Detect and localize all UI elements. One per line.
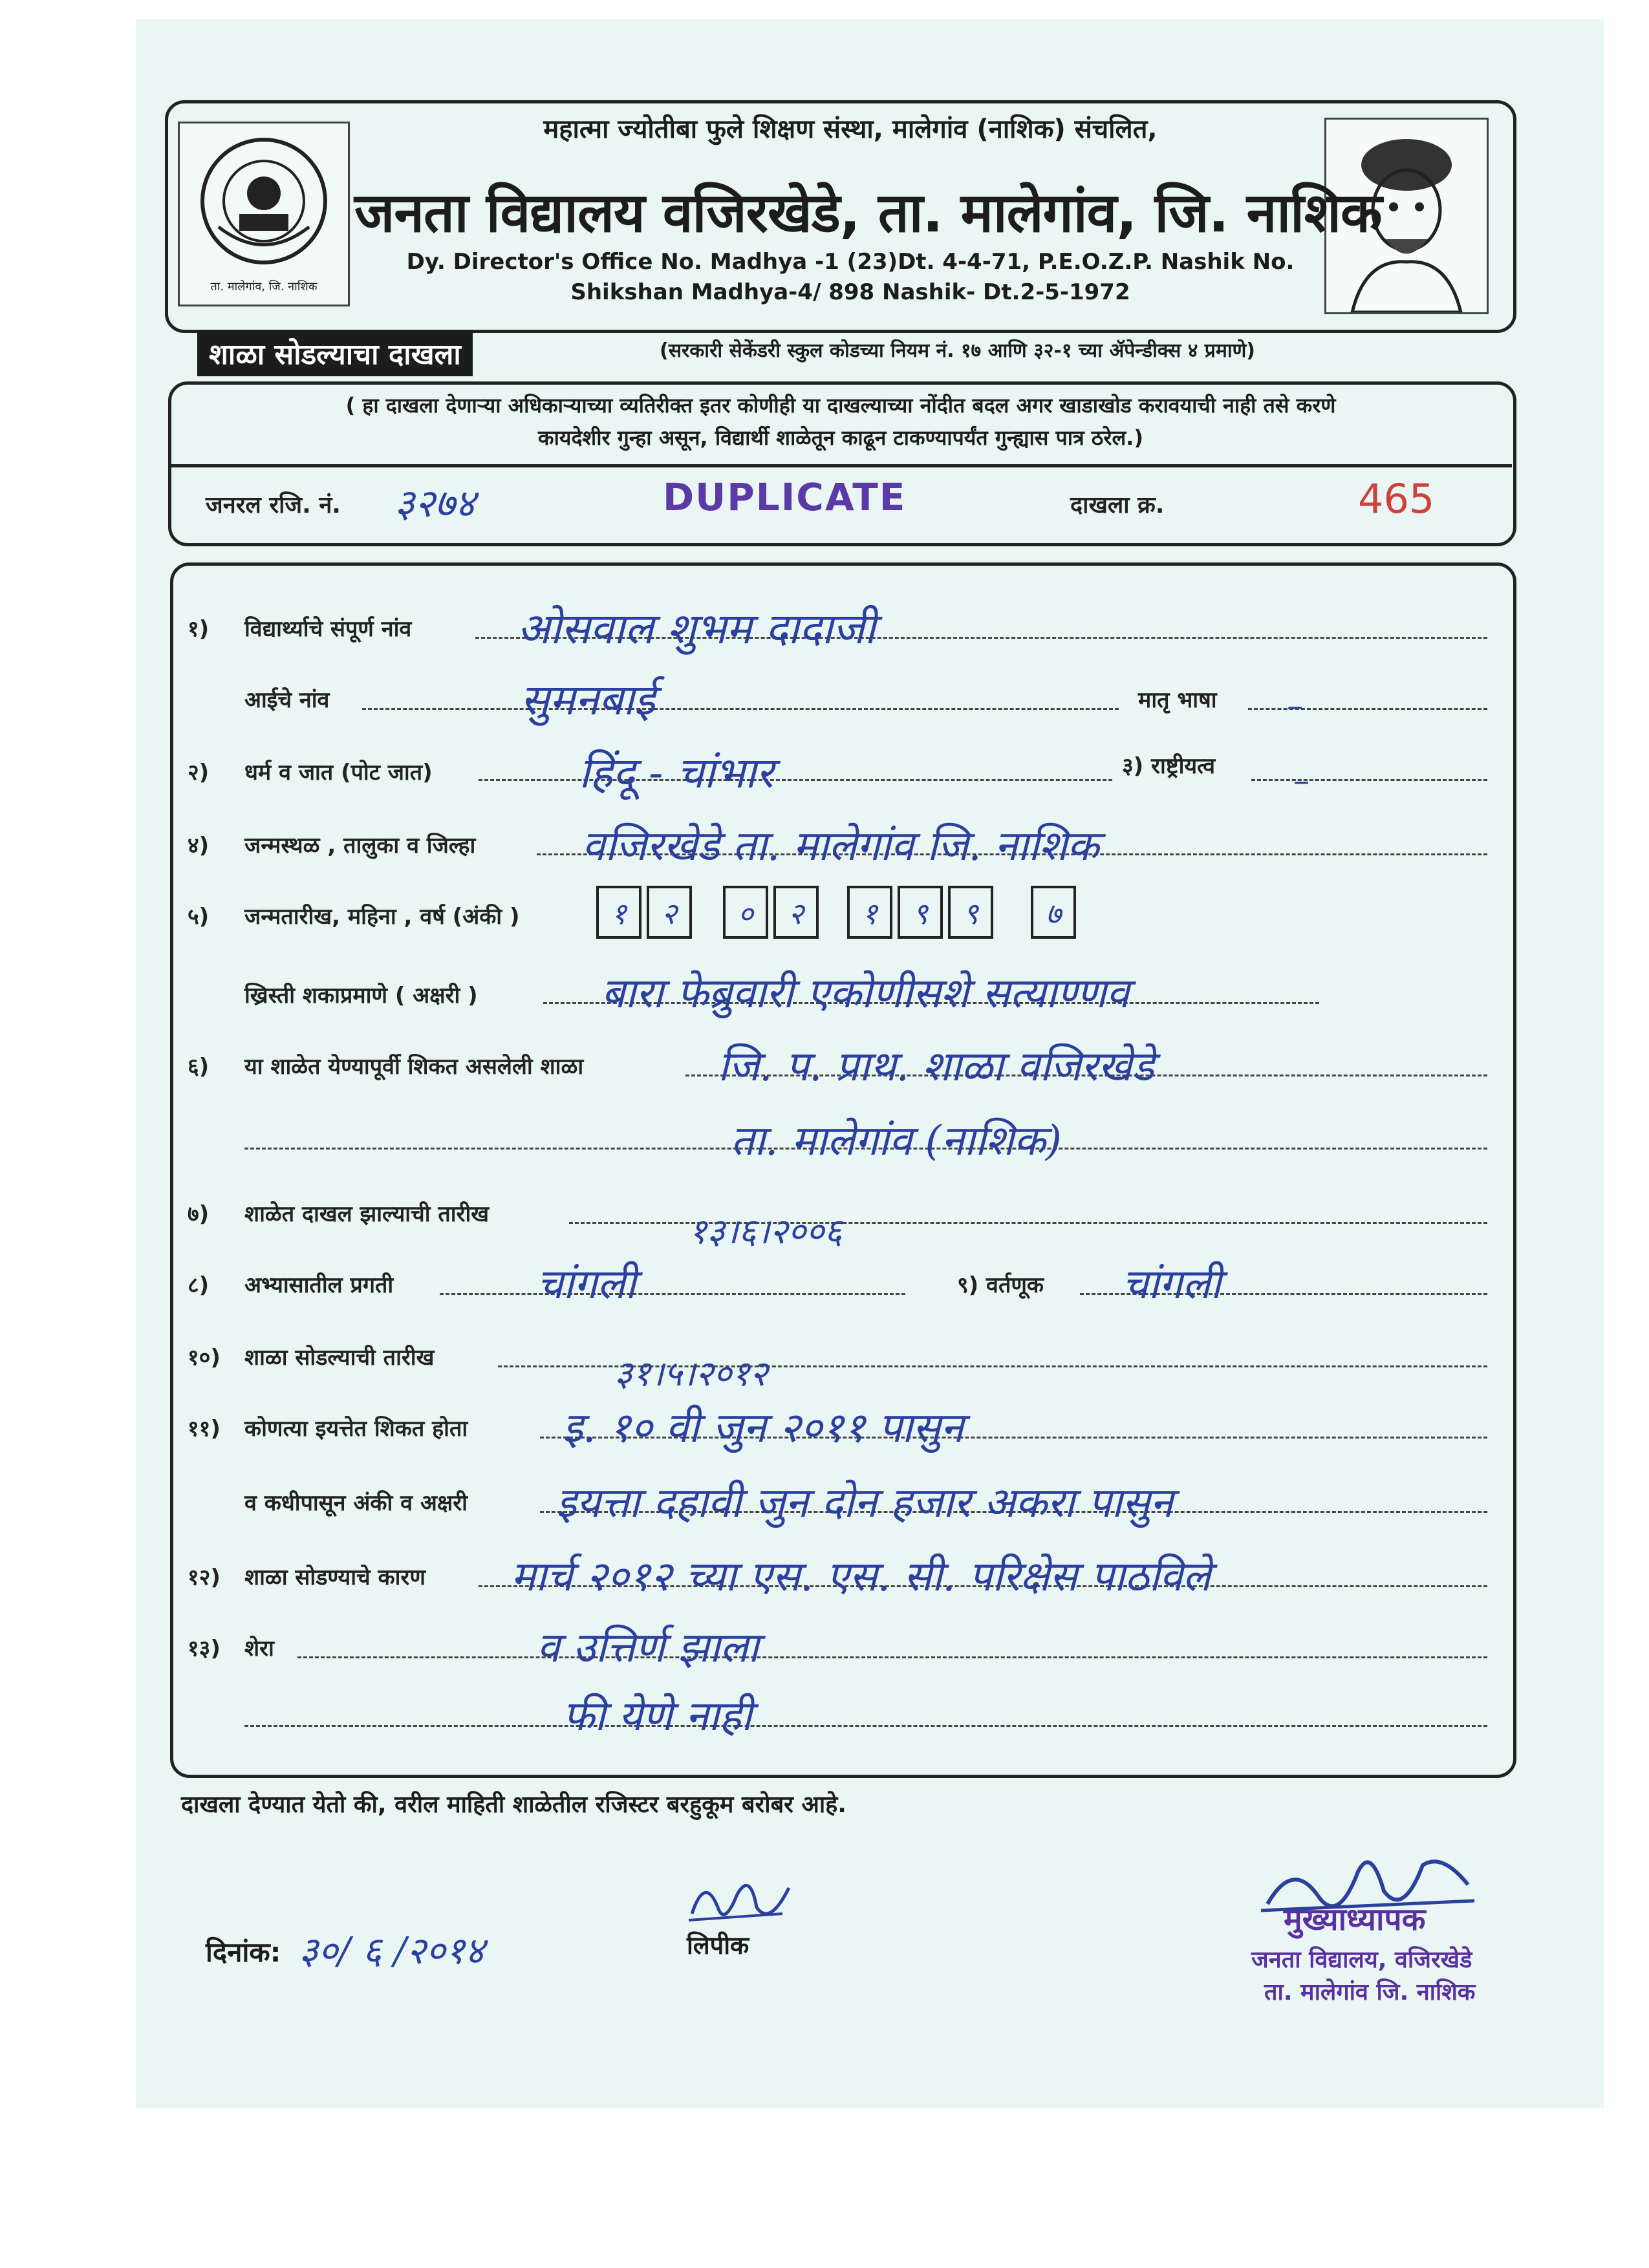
date-label: दिनांक:: [206, 1936, 281, 1968]
field-6-number: ६): [188, 1054, 210, 1080]
warning-line-2: कायदेशीर गुन्हा असून, विद्यार्थी शाळेतून काढून टाकण्यापर्यंत गुन्ह्यास पात्र ठरेल.): [538, 425, 1143, 450]
issue-date: ३०/ ६ /२०१४: [299, 1929, 485, 1973]
conduct-value: चांगली: [1122, 1261, 1222, 1309]
field-13-label: शेरा: [244, 1636, 274, 1662]
dob-words: बारा फेब्रुवारी एकोणीसशे सत्याण्णव: [601, 970, 1130, 1018]
declaration: दाखला देण्यात येतो की, वरील माहिती शाळेतील रजिस्टर बरहुकूम बरोबर आहे.: [181, 1792, 846, 1818]
field-7-number: ७): [188, 1201, 210, 1227]
logo-emblem-icon: [180, 123, 348, 305]
dob-digit: २: [647, 886, 692, 939]
field-2-line: [479, 779, 1112, 781]
field-1-label: विद्यार्थ्याचे संपूर्ण नांव: [244, 616, 412, 642]
field-1-number: १): [188, 616, 210, 642]
since-label: व कधीपासून अंकी व अक्षरी: [244, 1490, 468, 1516]
dob-digit: ०: [723, 886, 768, 939]
since-words: इयत्ता दहावी जुन दोन हजार अकरा पासुन: [556, 1479, 1173, 1527]
field-8-number: ८): [188, 1272, 210, 1298]
office-line-2: Shikshan Madhya-4/ 898 Nashik- Dt.2-5-1972: [570, 279, 1130, 305]
field-3-label: ३) राष्ट्रीयत्व: [1122, 753, 1216, 779]
field-6-label: या शाळेत येण्यापूर्वी शिकत असलेली शाळा: [244, 1054, 584, 1080]
nationality-value: –: [1293, 762, 1310, 799]
society-line: महात्मा ज्योतीबा फुले शिक्षण संस्था, मालेगांव (नाशिक) संचलित,: [543, 114, 1158, 144]
warning-line-1: ( हा दाखला देणाऱ्या अधिकाऱ्याच्या व्यतिरीक्त इतर कोणीही या दाखल्याच्या नोंदीत बदल अगर खाडाखोड करावयाची नाही तसे करणे: [345, 393, 1336, 418]
class-studying: इ. १० वी जुन २०११ पासुन: [563, 1404, 964, 1452]
previous-school-place: ता. मालेगांव (नाशिक): [731, 1117, 1062, 1165]
field-5-label: जन्मतारीख, महिना , वर्ष (अंकी ): [244, 904, 520, 930]
office-line-1: Dy. Director's Office No. Madhya -1 (23)Dt. 4-4-71, P.E.O.Z.P. Nashik No.: [406, 249, 1295, 275]
leaving-reason: मार्च २०१२ च्या एस. एस. सी. परिक्षेस पाठविले: [511, 1553, 1211, 1601]
field-12-label: शाळा सोडण्याचे कारण: [244, 1565, 426, 1590]
mother-name-label: आईचे नांव: [244, 687, 330, 713]
admission-date: १३।६।२००६: [689, 1211, 843, 1252]
rule-note: (सरकारी सेकेंडरी स्कुल कोडच्या नियम नं. १७ आणि ३२-१ च्या ॲपेन्डीक्स ४ प्रमाणे): [660, 339, 1255, 362]
dob-digit: ७: [1031, 886, 1076, 939]
field-7-label: शाळेत दाखल झाल्याची तारीख: [244, 1201, 490, 1227]
certificate-number-label: दाखला क्र.: [1070, 492, 1165, 519]
register-label: जनरल रजि. नं.: [206, 492, 341, 519]
certificate-title-tag: शाळा सोडल्याचा दाखला: [197, 330, 473, 376]
remarks-line-2: फी येणे नाही: [563, 1693, 752, 1740]
leaving-date: ३१।५।२०१२: [614, 1353, 768, 1394]
dob-digit: ९: [948, 886, 993, 939]
mother-tongue-line: [1248, 708, 1487, 710]
field-12-number: १२): [188, 1565, 221, 1590]
field-13-line-2: [244, 1725, 1487, 1727]
school-name: जनता विद्यालय वजिरखेडे, ता. मालेगांव, जि. नाशिक: [354, 181, 1382, 244]
field-13-number: १३): [188, 1636, 221, 1662]
religion-caste: हिंदू - चांभार: [579, 748, 773, 798]
field-2-label: धर्म व जात (पोट जात): [244, 760, 433, 786]
dob-digit: १: [847, 886, 892, 939]
remarks-line-1: व उत्तिर्ण झाला: [537, 1624, 759, 1672]
dob-digit: ९: [898, 886, 943, 939]
student-name: ओसवाल शुभम दादाजी: [517, 604, 876, 654]
mother-tongue-label: मातृ भाषा: [1138, 687, 1217, 713]
field-13-line: [297, 1656, 1487, 1658]
field-2-number: २): [188, 760, 210, 786]
previous-school: जि. प. प्राथ. शाळा वजिरखेडे: [718, 1043, 1154, 1091]
school-logo: [178, 122, 350, 306]
field-9-label: ९) वर्तणूक: [957, 1272, 1044, 1298]
mother-tongue-value: –: [1287, 687, 1303, 724]
duplicate-stamp: DUPLICATE: [663, 475, 907, 519]
dob-digit: १: [596, 886, 641, 939]
mother-name: सुमनबाई: [521, 675, 655, 725]
headmaster-school: जनता विद्यालय, वजिरखेडे: [1251, 1947, 1472, 1973]
dob-digit: २: [773, 886, 819, 939]
field-4-label: जन्मस्थळ , तालुका व जिल्हा: [244, 833, 476, 859]
field-4-number: ४): [188, 833, 210, 859]
register-number: ३२७४: [394, 481, 475, 526]
birth-place: वजिरखेडे ता. मालेगांव जि. नाशिक: [582, 822, 1099, 870]
field-10-number: १०): [188, 1345, 221, 1371]
dob-words-label: ख्रिस्ती शकाप्रमाणे ( अक्षरी ): [244, 983, 478, 1009]
headmaster-title: मुख्याध्यापक: [1284, 1901, 1426, 1938]
field-3-line: [1251, 779, 1487, 781]
clerk-label: लिपीक: [687, 1931, 749, 1960]
mother-name-line: [362, 708, 1119, 710]
field-8-line: [440, 1293, 905, 1295]
headmaster-place: ता. मालेगांव जि. नाशिक: [1264, 1979, 1476, 2006]
certificate-number: 465: [1358, 475, 1435, 522]
field-10-label: शाळा सोडल्याची तारीख: [244, 1345, 435, 1371]
field-5-number: ५): [188, 904, 210, 930]
field-11-label: कोणत्या इयत्तेत शिकत होता: [244, 1416, 468, 1442]
field-11-number: ११): [188, 1416, 221, 1442]
logo-bottom-text: ता. मालेगांव, जि. नाशिक: [210, 280, 318, 294]
progress-value: चांगली: [537, 1261, 636, 1309]
field-8-label: अभ्यासातील प्रगती: [244, 1272, 394, 1298]
warning-divider: [170, 464, 1512, 467]
